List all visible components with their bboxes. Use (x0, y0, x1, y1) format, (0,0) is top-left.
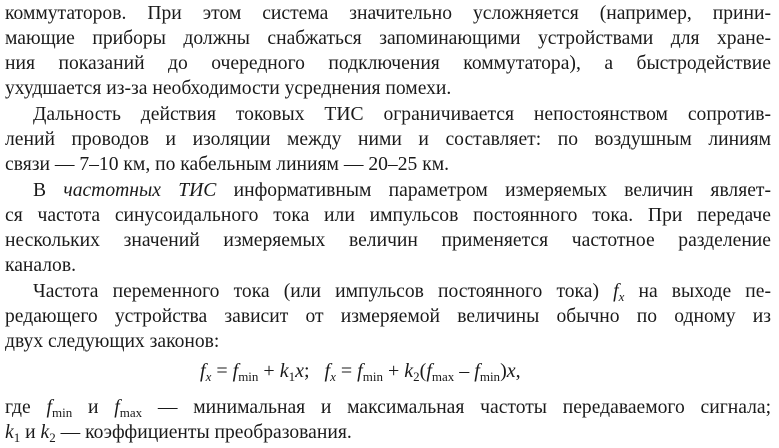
word: где (5, 397, 31, 418)
text-fragment: на выходе пе- (638, 281, 771, 302)
operator: + (387, 360, 400, 382)
text-line: коммутаторов. При этом система значительно усложняется (например, прини- (5, 3, 771, 24)
text-fragment: — коэффициенты преобразования. (60, 422, 352, 443)
symbol: f (613, 281, 619, 302)
subscript: 2 (49, 430, 56, 445)
subscript: x (618, 289, 625, 304)
operator: = (340, 360, 353, 382)
symbol: k (404, 360, 414, 382)
text-fragment: информативным параметром измеряемых величин являет- (233, 180, 772, 201)
symbol: k (40, 422, 50, 443)
subscript: 2 (413, 369, 420, 384)
subscript: 1 (13, 430, 21, 445)
symbol: f (200, 360, 206, 382)
text-line: ния показаний до очередного подключения коммутатора), а быстродействие (5, 53, 771, 74)
text-line: лений проводов и изоляции между ними и составляет: по воздушным линиям (5, 129, 771, 150)
operator: – (459, 360, 470, 382)
punctuation: ( (419, 360, 427, 382)
symbol: f (357, 360, 363, 382)
punctuation: ; (303, 360, 310, 382)
subscript: x (205, 369, 212, 384)
text-line: двух следующих законов: (5, 331, 220, 352)
punctuation: , (515, 360, 521, 382)
text-line: ся частота синусоидального тока или импульсов постоянного тока. При передаче (5, 205, 771, 226)
subscript: 1 (288, 369, 296, 384)
text-line: каналов. (5, 255, 76, 276)
symbol: f (324, 360, 331, 382)
word: и (25, 422, 36, 443)
word: В (33, 180, 47, 201)
text-line: редающего устройства зависит от измеряемой величины обычно по одному из (5, 306, 771, 327)
operator: = (216, 360, 228, 382)
symbol: f (426, 360, 432, 382)
text-line: нескольких значений измеряемых величин применяется частотное разделение (5, 230, 771, 251)
text-line: ухудшается из-за необходимости усреднения помехи. (5, 78, 452, 99)
text-fragment: Частота переменного тока (или импульсов постоянного тока) (33, 281, 600, 302)
subscript: min (479, 369, 501, 384)
subscript: min (238, 369, 259, 384)
subscript: min (362, 369, 383, 384)
operator: + (263, 360, 275, 382)
symbol: f (232, 360, 239, 382)
text-line (5, 397, 771, 419)
symbol: f (114, 397, 120, 418)
subscript: max (431, 369, 455, 384)
formula (200, 359, 521, 383)
text-line: мающие приборы должны снабжаться запоминающими устройствами для хране- (5, 28, 771, 49)
symbol: x (295, 360, 304, 382)
subscript: max (119, 405, 143, 420)
symbol: f (474, 360, 480, 382)
paragraph-start (33, 180, 771, 202)
text-fragment: — минимальная и максимальная частоты передаваемого сигнала; (157, 397, 772, 418)
punctuation: ) (500, 360, 507, 382)
paragraph-start: Дальность действия токовых ТИС ограничивается непостоянством сопротив- (33, 104, 771, 125)
subscript: min (51, 405, 73, 420)
subscript: x (330, 369, 336, 384)
italic-term: частотных ТИС (63, 180, 217, 201)
symbol: x (506, 360, 516, 382)
paragraph-start (33, 281, 771, 303)
symbol: f (46, 397, 52, 418)
symbol: k (279, 360, 289, 382)
symbol: k (5, 422, 14, 443)
text-line (5, 422, 771, 444)
text-line: связи — 7–10 км, по кабельным линиям — 20–25 км. (5, 154, 450, 175)
word: и (87, 397, 99, 418)
